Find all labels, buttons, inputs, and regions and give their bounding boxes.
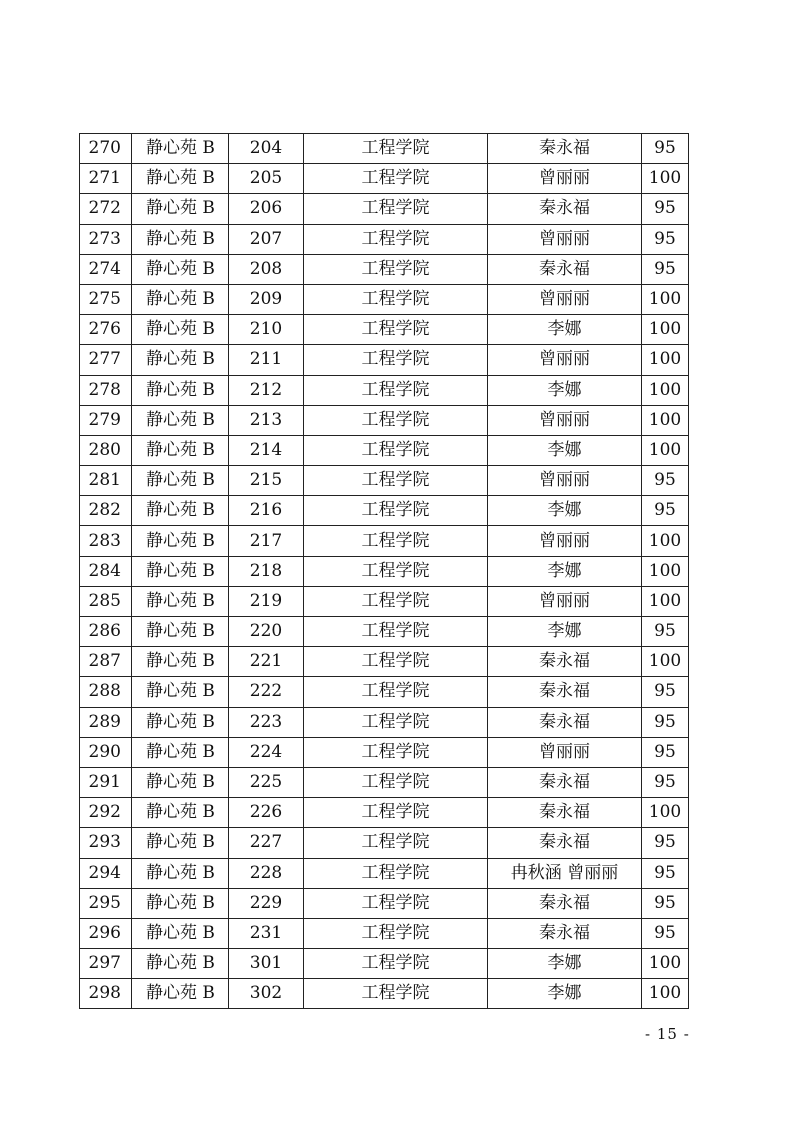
- room-number-cell: 219: [229, 586, 304, 616]
- counselor-cell: 冉秋涵 曾丽丽: [488, 858, 642, 888]
- building-cell: 静心苑 B: [132, 254, 229, 284]
- score-cell: 95: [642, 496, 689, 526]
- counselor-cell: 李娜: [488, 979, 642, 1009]
- college-cell: 工程学院: [304, 707, 488, 737]
- building-cell: 静心苑 B: [132, 949, 229, 979]
- college-cell: 工程学院: [304, 556, 488, 586]
- counselor-cell: 秦永福: [488, 888, 642, 918]
- room-number-cell: 210: [229, 315, 304, 345]
- table-row: [80, 979, 689, 1009]
- college-cell: 工程学院: [304, 164, 488, 194]
- row-number-cell: 297: [80, 949, 132, 979]
- college-cell: 工程学院: [304, 405, 488, 435]
- counselor-cell: 李娜: [488, 496, 642, 526]
- building-cell: 静心苑 B: [132, 858, 229, 888]
- college-cell: 工程学院: [304, 979, 488, 1009]
- building-cell: 静心苑 B: [132, 164, 229, 194]
- table-row: [80, 526, 689, 556]
- row-number-cell: 274: [80, 254, 132, 284]
- room-number-cell: 226: [229, 798, 304, 828]
- table-row: [80, 888, 689, 918]
- row-number-cell: 285: [80, 586, 132, 616]
- table-row: [80, 828, 689, 858]
- room-number-cell: 301: [229, 949, 304, 979]
- row-number-cell: 292: [80, 798, 132, 828]
- row-number-cell: 270: [80, 134, 132, 164]
- score-cell: 95: [642, 737, 689, 767]
- table-row: [80, 798, 689, 828]
- college-cell: 工程学院: [304, 677, 488, 707]
- table-row: [80, 586, 689, 616]
- table-row: [80, 194, 689, 224]
- college-cell: 工程学院: [304, 134, 488, 164]
- room-number-cell: 209: [229, 284, 304, 314]
- counselor-cell: 曾丽丽: [488, 405, 642, 435]
- score-cell: 100: [642, 164, 689, 194]
- college-cell: 工程学院: [304, 435, 488, 465]
- building-cell: 静心苑 B: [132, 466, 229, 496]
- college-cell: 工程学院: [304, 798, 488, 828]
- counselor-cell: 曾丽丽: [488, 737, 642, 767]
- row-number-cell: 278: [80, 375, 132, 405]
- counselor-cell: 秦永福: [488, 767, 642, 797]
- room-number-cell: 228: [229, 858, 304, 888]
- score-cell: 100: [642, 949, 689, 979]
- room-number-cell: 223: [229, 707, 304, 737]
- room-number-cell: 208: [229, 254, 304, 284]
- row-number-cell: 273: [80, 224, 132, 254]
- counselor-cell: 曾丽丽: [488, 164, 642, 194]
- table-row: [80, 466, 689, 496]
- counselor-cell: 曾丽丽: [488, 586, 642, 616]
- table-row: [80, 647, 689, 677]
- score-cell: 95: [642, 707, 689, 737]
- room-number-cell: 221: [229, 647, 304, 677]
- score-cell: 95: [642, 677, 689, 707]
- counselor-cell: 秦永福: [488, 707, 642, 737]
- row-number-cell: 290: [80, 737, 132, 767]
- building-cell: 静心苑 B: [132, 315, 229, 345]
- college-cell: 工程学院: [304, 375, 488, 405]
- college-cell: 工程学院: [304, 194, 488, 224]
- table-row: [80, 767, 689, 797]
- college-cell: 工程学院: [304, 224, 488, 254]
- row-number-cell: 295: [80, 888, 132, 918]
- room-number-cell: 302: [229, 979, 304, 1009]
- table-row: [80, 435, 689, 465]
- table-body: [80, 134, 689, 1009]
- row-number-cell: 284: [80, 556, 132, 586]
- building-cell: 静心苑 B: [132, 677, 229, 707]
- counselor-cell: 李娜: [488, 556, 642, 586]
- building-cell: 静心苑 B: [132, 767, 229, 797]
- score-cell: 95: [642, 767, 689, 797]
- row-number-cell: 277: [80, 345, 132, 375]
- counselor-cell: 曾丽丽: [488, 466, 642, 496]
- room-number-cell: 218: [229, 556, 304, 586]
- table-row: [80, 224, 689, 254]
- counselor-cell: 秦永福: [488, 798, 642, 828]
- table-row: [80, 858, 689, 888]
- row-number-cell: 291: [80, 767, 132, 797]
- table-row: [80, 315, 689, 345]
- page-number: - 15 -: [645, 1025, 690, 1043]
- counselor-cell: 李娜: [488, 375, 642, 405]
- college-cell: 工程学院: [304, 737, 488, 767]
- score-cell: 100: [642, 315, 689, 345]
- building-cell: 静心苑 B: [132, 737, 229, 767]
- score-cell: 100: [642, 435, 689, 465]
- table-row: [80, 284, 689, 314]
- building-cell: 静心苑 B: [132, 194, 229, 224]
- row-number-cell: 286: [80, 617, 132, 647]
- row-number-cell: 282: [80, 496, 132, 526]
- building-cell: 静心苑 B: [132, 979, 229, 1009]
- room-number-cell: 229: [229, 888, 304, 918]
- score-cell: 100: [642, 405, 689, 435]
- score-cell: 95: [642, 617, 689, 647]
- building-cell: 静心苑 B: [132, 617, 229, 647]
- building-cell: 静心苑 B: [132, 284, 229, 314]
- score-cell: 95: [642, 828, 689, 858]
- row-number-cell: 293: [80, 828, 132, 858]
- counselor-cell: 李娜: [488, 617, 642, 647]
- counselor-cell: 曾丽丽: [488, 345, 642, 375]
- building-cell: 静心苑 B: [132, 586, 229, 616]
- room-number-cell: 206: [229, 194, 304, 224]
- score-cell: 100: [642, 647, 689, 677]
- score-cell: 100: [642, 375, 689, 405]
- score-cell: 95: [642, 858, 689, 888]
- score-cell: 95: [642, 466, 689, 496]
- college-cell: 工程学院: [304, 254, 488, 284]
- counselor-cell: 秦永福: [488, 254, 642, 284]
- counselor-cell: 秦永福: [488, 134, 642, 164]
- row-number-cell: 280: [80, 435, 132, 465]
- table-row: [80, 677, 689, 707]
- room-number-cell: 222: [229, 677, 304, 707]
- college-cell: 工程学院: [304, 315, 488, 345]
- row-number-cell: 289: [80, 707, 132, 737]
- row-number-cell: 271: [80, 164, 132, 194]
- row-number-cell: 279: [80, 405, 132, 435]
- building-cell: 静心苑 B: [132, 526, 229, 556]
- score-cell: 100: [642, 556, 689, 586]
- college-cell: 工程学院: [304, 466, 488, 496]
- table-row: [80, 134, 689, 164]
- college-cell: 工程学院: [304, 526, 488, 556]
- score-cell: 95: [642, 194, 689, 224]
- room-number-cell: 231: [229, 918, 304, 948]
- counselor-cell: 秦永福: [488, 647, 642, 677]
- table-row: [80, 556, 689, 586]
- room-number-cell: 207: [229, 224, 304, 254]
- row-number-cell: 275: [80, 284, 132, 314]
- room-number-cell: 215: [229, 466, 304, 496]
- building-cell: 静心苑 B: [132, 405, 229, 435]
- table-row: [80, 737, 689, 767]
- building-cell: 静心苑 B: [132, 798, 229, 828]
- score-cell: 100: [642, 586, 689, 616]
- college-cell: 工程学院: [304, 828, 488, 858]
- building-cell: 静心苑 B: [132, 224, 229, 254]
- room-number-cell: 224: [229, 737, 304, 767]
- counselor-cell: 李娜: [488, 949, 642, 979]
- room-number-cell: 227: [229, 828, 304, 858]
- counselor-cell: 曾丽丽: [488, 284, 642, 314]
- college-cell: 工程学院: [304, 949, 488, 979]
- college-cell: 工程学院: [304, 888, 488, 918]
- room-number-cell: 216: [229, 496, 304, 526]
- score-cell: 95: [642, 918, 689, 948]
- building-cell: 静心苑 B: [132, 707, 229, 737]
- college-cell: 工程学院: [304, 647, 488, 677]
- table-row: [80, 164, 689, 194]
- college-cell: 工程学院: [304, 617, 488, 647]
- counselor-cell: 秦永福: [488, 828, 642, 858]
- row-number-cell: 272: [80, 194, 132, 224]
- row-number-cell: 298: [80, 979, 132, 1009]
- table-row: [80, 617, 689, 647]
- score-cell: 100: [642, 798, 689, 828]
- college-cell: 工程学院: [304, 858, 488, 888]
- score-cell: 95: [642, 254, 689, 284]
- college-cell: 工程学院: [304, 918, 488, 948]
- row-number-cell: 283: [80, 526, 132, 556]
- building-cell: 静心苑 B: [132, 918, 229, 948]
- building-cell: 静心苑 B: [132, 345, 229, 375]
- score-cell: 95: [642, 134, 689, 164]
- dormitory-score-table: [79, 133, 689, 1009]
- room-number-cell: 205: [229, 164, 304, 194]
- building-cell: 静心苑 B: [132, 556, 229, 586]
- college-cell: 工程学院: [304, 284, 488, 314]
- college-cell: 工程学院: [304, 496, 488, 526]
- table-row: [80, 405, 689, 435]
- building-cell: 静心苑 B: [132, 647, 229, 677]
- score-cell: 100: [642, 345, 689, 375]
- college-cell: 工程学院: [304, 586, 488, 616]
- room-number-cell: 217: [229, 526, 304, 556]
- counselor-cell: 李娜: [488, 315, 642, 345]
- score-cell: 100: [642, 979, 689, 1009]
- table-row: [80, 345, 689, 375]
- counselor-cell: 秦永福: [488, 677, 642, 707]
- score-cell: 95: [642, 224, 689, 254]
- room-number-cell: 211: [229, 345, 304, 375]
- row-number-cell: 296: [80, 918, 132, 948]
- room-number-cell: 225: [229, 767, 304, 797]
- building-cell: 静心苑 B: [132, 134, 229, 164]
- counselor-cell: 曾丽丽: [488, 224, 642, 254]
- row-number-cell: 287: [80, 647, 132, 677]
- row-number-cell: 276: [80, 315, 132, 345]
- table-row: [80, 918, 689, 948]
- row-number-cell: 281: [80, 466, 132, 496]
- room-number-cell: 213: [229, 405, 304, 435]
- room-number-cell: 212: [229, 375, 304, 405]
- counselor-cell: 秦永福: [488, 194, 642, 224]
- row-number-cell: 294: [80, 858, 132, 888]
- building-cell: 静心苑 B: [132, 888, 229, 918]
- building-cell: 静心苑 B: [132, 435, 229, 465]
- college-cell: 工程学院: [304, 767, 488, 797]
- score-cell: 95: [642, 888, 689, 918]
- table-row: [80, 496, 689, 526]
- table-row: [80, 707, 689, 737]
- score-cell: 100: [642, 284, 689, 314]
- college-cell: 工程学院: [304, 345, 488, 375]
- room-number-cell: 204: [229, 134, 304, 164]
- building-cell: 静心苑 B: [132, 496, 229, 526]
- counselor-cell: 李娜: [488, 435, 642, 465]
- building-cell: 静心苑 B: [132, 375, 229, 405]
- building-cell: 静心苑 B: [132, 828, 229, 858]
- counselor-cell: 曾丽丽: [488, 526, 642, 556]
- counselor-cell: 秦永福: [488, 918, 642, 948]
- table-row: [80, 949, 689, 979]
- table-row: [80, 254, 689, 284]
- table-row: [80, 375, 689, 405]
- room-number-cell: 214: [229, 435, 304, 465]
- room-number-cell: 220: [229, 617, 304, 647]
- score-cell: 100: [642, 526, 689, 556]
- row-number-cell: 288: [80, 677, 132, 707]
